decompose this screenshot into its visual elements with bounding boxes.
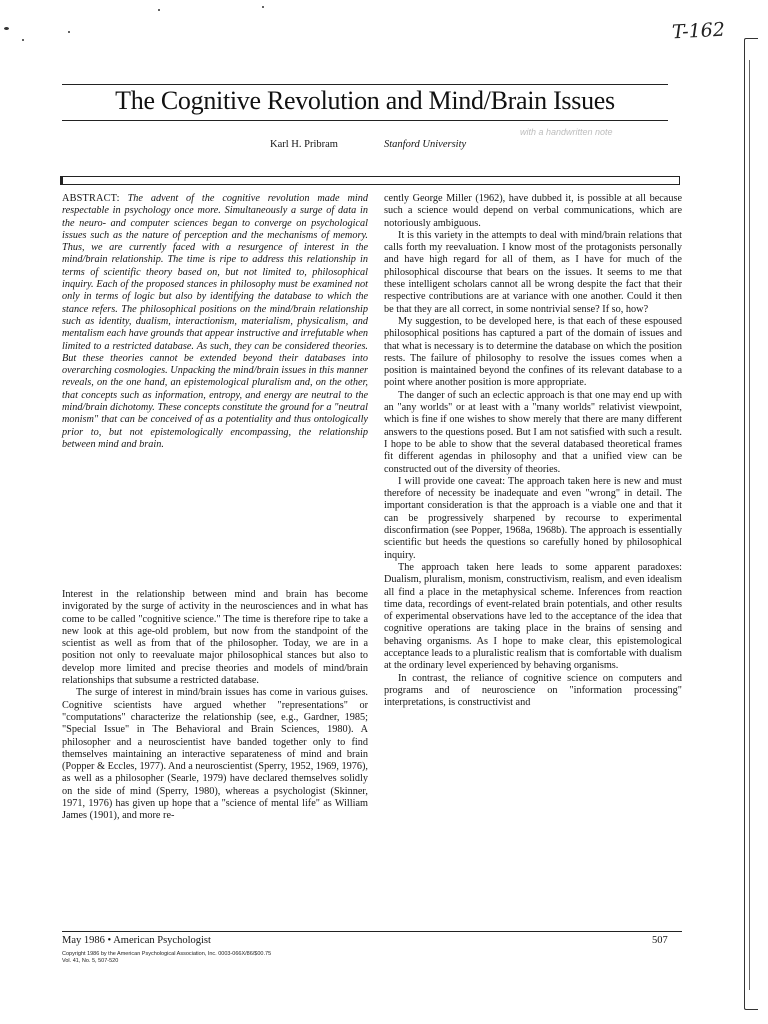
body-paragraph: Interest in the relationship between mind and brain has become invigorated by the surge of activity in the neurosciences and in what has come to be called "cognitive science." The time is therefore ripe to take a new look at this age-old problem, but now from the standpoint of the scientist as well as from that of the philosopher. Today, we are in a position not only to reevaluate major philosophical stances but also to develop more limited and precise theories and models of mind/brain relationships that subsume a restricted database. bbox=[62, 589, 368, 687]
author-name: Karl H. Pribram bbox=[270, 139, 338, 150]
body-paragraph: The danger of such an eclectic approach is that one may end up with an "any worlds" or at least with a "many worlds" relativist viewpoint, which is fine if one wishes to show merely that there are many different answers to the questions posed. But I am not satisfied with such a result. I hope to be able to show that the several databased theoretical frames fit different agendas in philosophy and that a unified view can be constructed out of the diversity of theories. bbox=[384, 389, 682, 475]
body-paragraph: cently George Miller (1962), have dubbed it, is possible at all because such a science would depend on verbal communications, which are notoriously ambiguous. bbox=[384, 193, 682, 229]
scan-speck bbox=[22, 39, 24, 41]
body-paragraph: The approach taken here leads to some apparent paradoxes: Dualism, pluralism, monism, constructivism, realism, and even idealism all find a place in the metaphysical scheme. Inferences from reaction time data, recordings of event-related brain potentials, and other results of experimental observations have led to the acceptance of the idea that cognitive operations are taking place in the brains of sensing and behaving organisms. As I hope to make clear, this epistemological acceptance leads to a pluralistic realism that is comfortable with dualism at the ordinary level experienced by behaving organisms. bbox=[384, 561, 682, 672]
binding-edge-line bbox=[749, 60, 750, 990]
volume-line: Vol. 41, No. 5, 507-520 bbox=[62, 957, 119, 964]
binding-edge bbox=[744, 38, 758, 1010]
body-paragraph: In contrast, the reliance of cognitive science on computers and programs and of neuroscience on "information processing" interpretations, is constructivist and bbox=[384, 672, 682, 709]
abstract-text: The advent of the cognitive revolution made mind respectable in psychology once more. Simultaneously a surge of data in the neuro- and computer sciences began to converge on psychological issues such as the nature of perception and the mechanisms of memory. Thus, we are currently faced with a resurgence of interest in the mind/brain relationship. The time is ripe to address this relationship in terms of scientific theory based on, but not limited to, philosophical inquiry. Each of the proposed stances in philosophy must be examined not only in terms of logic but also by identifying the database to which the stance refers. The philosophical positions on the mind/brain relationship such as identity, dualism, interactionism, materialism, physicalism, and mentalism each have grounds that appear instructive and irrefutable when limited to a restricted database. As such, they can be considered theories. But these theories cannot be extended beyond their databases into overarching cosmologies. Unpacking the mind/brain issues in this manner reveals, on the one hand, an epistemological pluralism and, on the other, that concepts such as information, entropy, and energy are neutral to the mind/brain dichotomy. These concepts constitute the ground for a "neutral monism" that can be conceived of as a potentiality and thus ontologically prior to, but not epistemologically encompassing, the relationship between mind and brain. bbox=[62, 193, 368, 450]
body-paragraph: I will provide one caveat: The approach taken here is new and must therefore of necessity be inadequate and even "wrong" in detail. The important consideration is that the approach is a viable one and that it can be progressively sharpened by recourse to experimental disconfirmation (see Popper, 1968a, 1968b). The approach is essentially scientific but heeds the questions so carefully honed by philosophical inquiry. bbox=[384, 475, 682, 561]
article-title: The Cognitive Revolution and Mind/Brain Issues bbox=[115, 86, 615, 115]
copyright-notice bbox=[62, 951, 271, 964]
title-rule-top bbox=[62, 84, 668, 85]
abstract bbox=[62, 193, 368, 451]
handwritten-note: T-162 bbox=[671, 18, 726, 44]
body-paragraph: It is this variety in the attempts to deal with mind/brain relations that calls forth my reevaluation. I know most of the protagonists personally and have high regard for all of them, as I have for much of the philosophical discourse that bears on the issues. It seems to me that these intelligent scholars cannot all be wrong despite the fact that their respective contributions are at variance with one another. Could it then be that they are all correct, in some nontrivial sense? If so, how? bbox=[384, 229, 682, 315]
right-column bbox=[384, 193, 682, 709]
section-banner bbox=[60, 176, 680, 185]
body-paragraph: My suggestion, to be developed here, is that each of these espoused philosophical positions has captured a part of the domain of issues and that what is necessary is to determine the database on which the position rests. The failure of philosophy to resolve the issues comes when a position is maintained beyond the confines of its relevant database to a point where another position is more appropriate. bbox=[384, 315, 682, 389]
faint-bleed-text: with a handwritten note bbox=[520, 127, 613, 137]
body-paragraph: The surge of interest in mind/brain issues has come in various guises. Cognitive scientists have argued whether "representations" or "computations" characterize the relationship (see, e.g., Gardner, 1985; "Special Issue" in The Behavioral and Brain Sciences, 1980). A philosopher and a neuroscientist have banded together only to find themselves maintaining an interactive separateness of mind and brain (Popper & Eccles, 1977). And a neuroscientist (Sperry, 1952, 1969, 1976), as well as a philosopher (Searle, 1979) have declared themselves solidly on the side of mind (Sperry, 1980), whereas a psychologist (Skinner, 1971, 1976) has given up hope that a "science of mental life" as William James (1901), and more re- bbox=[62, 687, 368, 822]
copyright-line: Copyright 1986 by the American Psychological Association, Inc. 0003-066X/86/$00.75 bbox=[62, 951, 272, 957]
left-column bbox=[62, 589, 368, 823]
title-rule-bottom bbox=[62, 120, 668, 121]
scan-speck bbox=[262, 6, 264, 8]
footer-journal: May 1986 • American Psychologist bbox=[62, 935, 211, 946]
author-affiliation: Stanford University bbox=[384, 139, 467, 150]
page-number: 507 bbox=[652, 935, 668, 946]
abstract-lead: ABSTRACT: bbox=[62, 193, 120, 204]
scan-speck bbox=[68, 31, 70, 33]
scan-speck bbox=[158, 9, 160, 11]
scan-speck bbox=[4, 27, 9, 30]
footer-rule bbox=[62, 931, 682, 932]
